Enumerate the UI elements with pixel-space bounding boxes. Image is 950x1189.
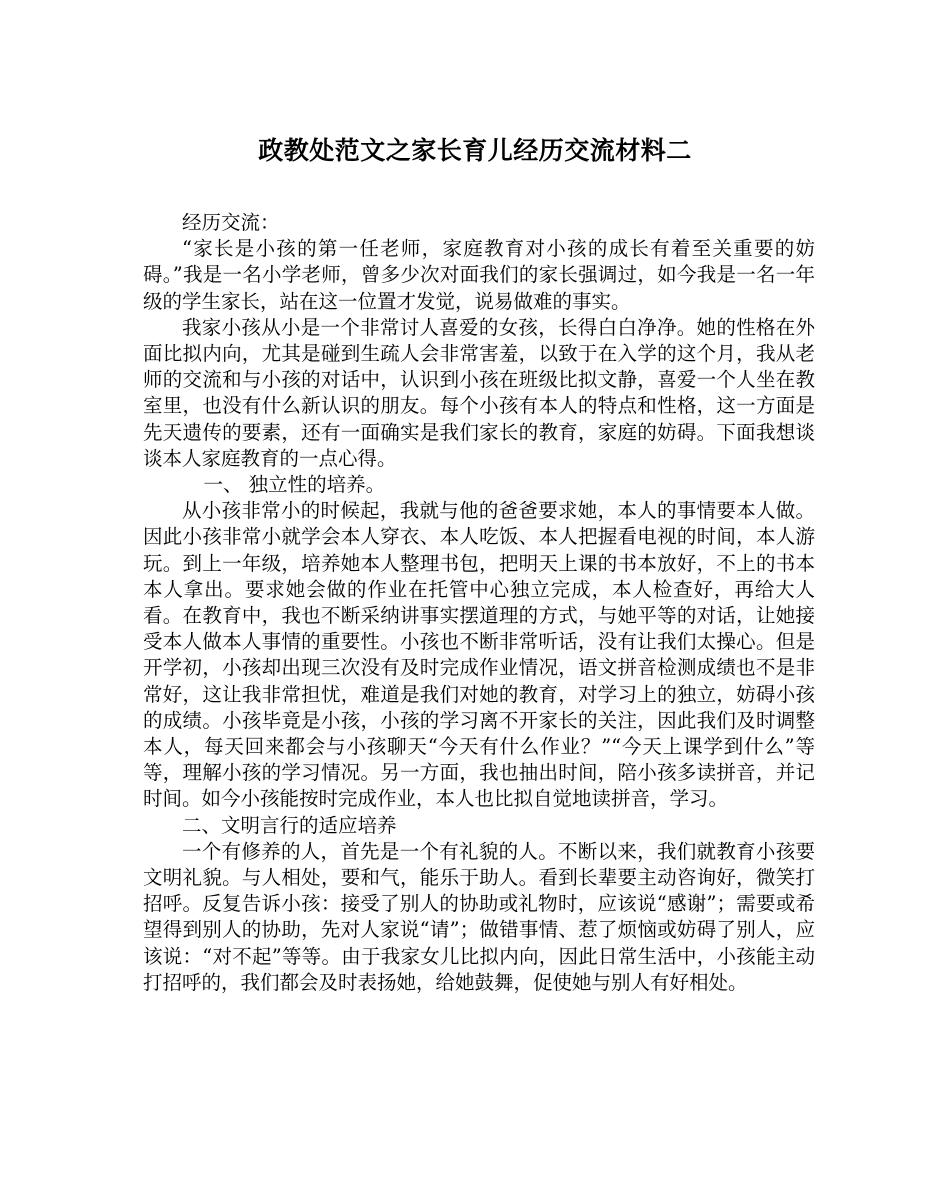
section-heading-independence: 一、 独立性的培养。 — [203, 473, 386, 497]
document-body — [143, 210, 815, 996]
section-heading-civility: 二、文明言行的适应培养 — [182, 813, 397, 837]
paragraph-independence: 从小孩非常小的时候起，我就与他的爸爸要求她，本人的事情要本人做。因此小孩非常小就学会本人穿衣、本人吃饭、本人把握看电视的时间，本人游玩。到上一年级，培养她本人整理书包，把明天上课的书本放好，不上的书本本人拿出。要求她会做的作业在托管中心独立完成，本人检查好，再给大人看。在教育中，我也不断采纳讲事实摆道理的方式，与她平等的对话，让她接受本人做本人事情的重要性。小孩也不断非常听话，没有让我们太操心。但是开学初，小孩却出现三次没有及时完成作业情况，语文拼音检测成绩也不是非常好，这让我非常担忧，难道是我们对她的教育，对学习上的独立，妨碍小孩的成绩。小孩毕竟是小孩，小孩的学习离不开家长的关注，因此我们及时调整本人，每天回来都会与小孩聊天“今天有什么作业？”“今天上课学到什么”等等，理解小孩的学习情况。另一方面，我也抽出时间，陪小孩多读拼音，并记时间。如今小孩能按时完成作业，本人也比拟自觉地读拼音，学习。 — [143, 499, 815, 811]
paragraph-intro-label: 经历交流： — [182, 211, 280, 234]
paragraph-quote: “家长是小孩的第一任老师，家庭教育对小孩的成长有着至关重要的妨碍。”我是一名小学老师，曾多少次对面我们的家长强调过，如今我是一名一年级的学生家长，站在这一位置才发觉，说易做难的事实。 — [143, 237, 815, 313]
document-title: 政教处范文之家长育儿经历交流材料二 — [258, 136, 692, 165]
paragraph-child-description: 我家小孩从小是一个非常讨人喜爱的女孩，长得白白净净。她的性格在外面比拟内向，尤其是碰到生疏人会非常害羞，以致于在入学的这个月，我从老师的交流和与小孩的对话中，认识到小孩在班级比拟文静，喜爱一个人坐在教室里，也没有什么新认识的朋友。每个小孩有本人的特点和性格，这一方面是先天遗传的要素，还有一面确实是我们家长的教育，家庭的妨碍。下面我想谈谈本人家庭教育的一点心得。 — [143, 315, 815, 470]
paragraph-civility: 一个有修养的人，首先是一个有礼貌的人。不断以来，我们就教育小孩要文明礼貌。与人相处，要和气，能乐于助人。看到长辈要主动咨询好，微笑打招呼。反复告诉小孩：接受了别人的协助或礼物时，应该说“感谢”；需要或希望得到别人的协助，先对人家说“请”；做错事情、惹了烦恼或妨碍了别人，应该说：“对不起”等等。由于我家女儿比拟内向，因此日常生活中，小孩能主动打招呼的，我们都会及时表扬她，给她鼓舞，促使她与别人有好相处。 — [143, 839, 815, 994]
